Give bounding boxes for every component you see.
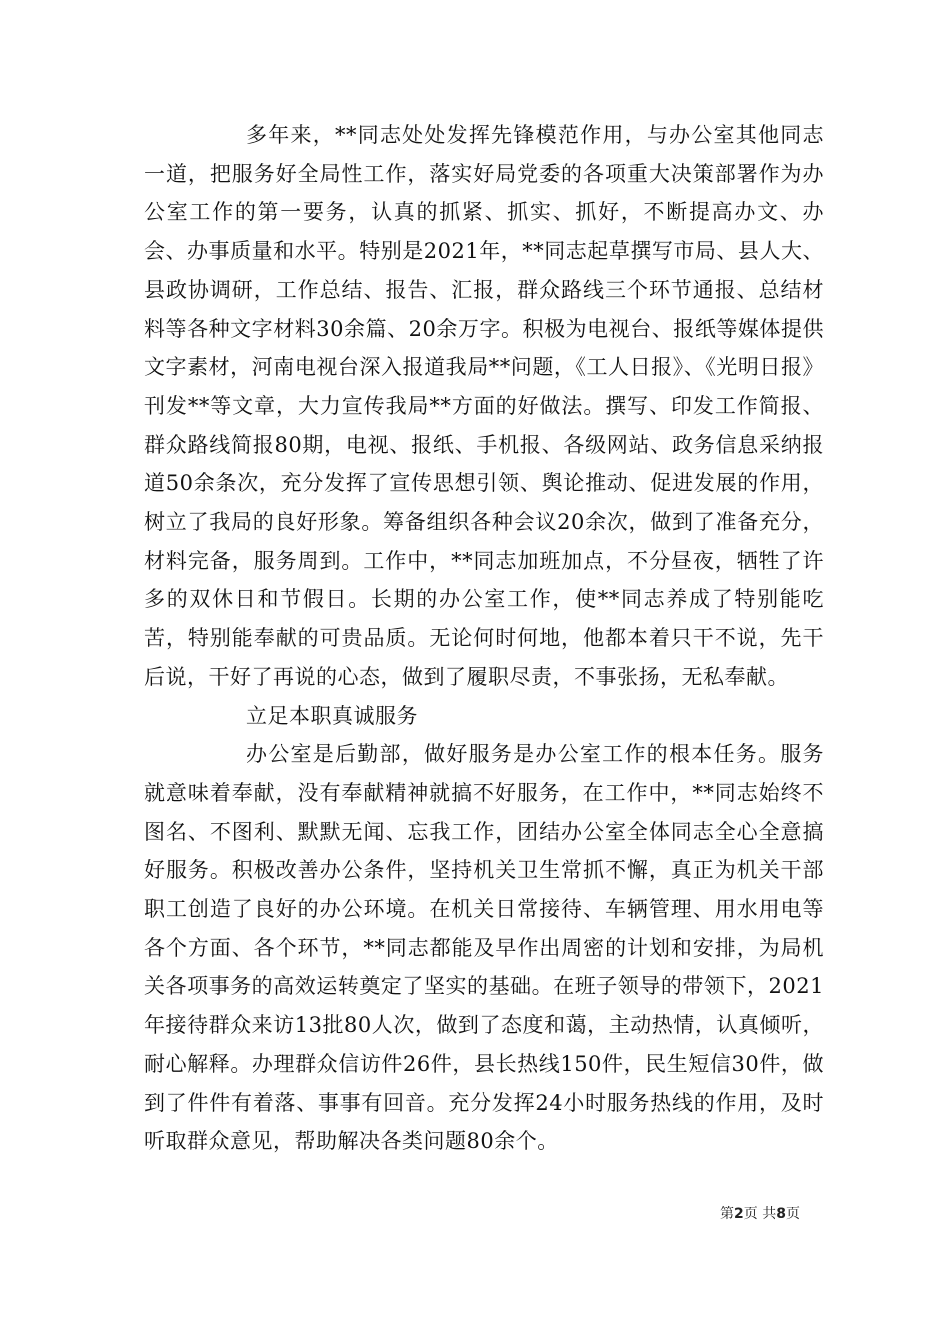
page-number-footer	[720, 1204, 800, 1224]
footer-prefix: 第	[720, 1206, 734, 1222]
footer-middle: 页 共	[743, 1206, 777, 1222]
footer-current-page: 2	[734, 1206, 744, 1222]
section-heading: 立足本职真诚服务	[246, 703, 418, 728]
document-body	[144, 116, 824, 1161]
body-paragraph-1: 多年来，**同志处处发挥先锋模范作用，与办公室其他同志一道，把服务好全局性工作，落实好局党委的各项重大决策部署作为办公室工作的第一要务，认真的抓紧、抓实、抓好，不断提高办文、办会、办事质量和水平。特别是2021年，**同志起草撰写市局、县人大、县政协调研，工作总结、报告、汇报，群众路线三个环节通报、总结材料等各种文字材料30余篇、20余万字。积极为电视台、报纸等媒体提供文字素材，河南电视台深入报道我局**问题，《工人日报》、《光明日报》刊发**等文章，大力宣传我局**方面的好做法。撰写、印发工作简报、群众路线简报80期，电视、报纸、手机报、各级网站、政务信息采纳报道50余条次，充分发挥了宣传思想引领、舆论推动、促进发展的作用，树立了我局的良好形象。筹备组织各种会议20余次，做到了准备充分，材料完备，服务周到。工作中，**同志加班加点，不分昼夜，牺牲了许多的双休日和节假日。长期的办公室工作，使**同志养成了特别能吃苦，特别能奉献的可贵品质。无论何时何地，他都本着只干不说，先干后说，干好了再说的心态，做到了履职尽责，不事张扬，无私奉献。	[144, 123, 824, 689]
body-paragraph-2: 办公室是后勤部，做好服务是办公室工作的根本任务。服务就意味着奉献，没有奉献精神就搞不好服务，在工作中，**同志始终不图名、不图利、默默无闻、忘我工作，团结办公室全体同志全心全意搞好服务。积极改善办公条件，坚持机关卫生常抓不懈，真正为机关干部职工创造了良好的办公环境。在机关日常接待、车辆管理、用水用电等各个方面、各个环节，**同志都能及早作出周密的计划和安排，为局机关各项事务的高效运转奠定了坚实的基础。在班子领导的带领下，2021年接待群众来访13批80人次，做到了态度和蔼，主动热情，认真倾听，耐心解释。办理群众信访件26件，县长热线150件，民生短信30件，做到了件件有着落、事事有回音。充分发挥24小时服务热线的作用，及时听取群众意见，帮助解决各类问题80余个。	[144, 742, 824, 1154]
footer-total-pages: 8	[776, 1206, 786, 1222]
footer-suffix: 页	[785, 1206, 800, 1222]
